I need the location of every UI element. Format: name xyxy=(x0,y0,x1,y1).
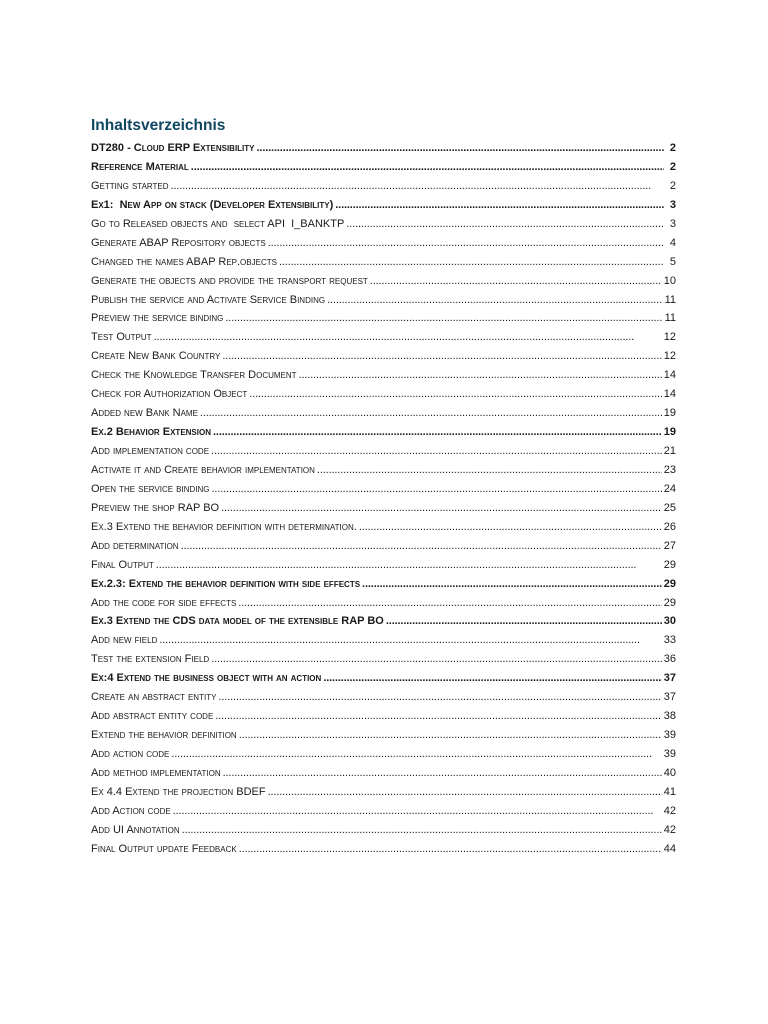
toc-entry-leader xyxy=(238,597,661,609)
toc-entry-leader xyxy=(159,634,661,646)
toc-entry-page-number: 39 xyxy=(663,748,676,760)
toc-entry[interactable] xyxy=(91,824,676,843)
toc-entry[interactable] xyxy=(91,142,676,161)
toc-entry-title: Add Action code xyxy=(91,804,171,817)
toc-entry-page-number: 23 xyxy=(663,463,676,476)
toc-entry-leader xyxy=(279,256,664,268)
toc-entry-page-number: 12 xyxy=(663,331,676,344)
toc-entry-title: Getting started xyxy=(91,179,169,192)
toc-entry-page-number: 19 xyxy=(663,407,676,420)
toc-entry[interactable] xyxy=(91,464,676,483)
toc-entry-title: Check for Authorization Object xyxy=(91,388,248,401)
toc-entry-page-number: 42 xyxy=(663,804,676,817)
toc-entry-page-number: 3 xyxy=(669,198,676,211)
toc-entry-title: Ex1: New App on stack (Developer Extensibility) xyxy=(91,198,334,211)
toc-entry[interactable] xyxy=(91,634,676,653)
toc-entry-title: Extend the behavior definition xyxy=(91,729,237,742)
toc-entry[interactable] xyxy=(91,407,676,426)
toc-entry-leader xyxy=(156,559,662,571)
toc-entry[interactable] xyxy=(91,369,676,388)
toc-entry-title: Ex:4 Extend the business object with an action xyxy=(91,672,322,685)
toc-entry-page-number: 2 xyxy=(669,179,676,192)
toc-entry-leader xyxy=(211,653,662,665)
toc-entry[interactable] xyxy=(91,161,676,180)
toc-entry-leader xyxy=(182,824,662,836)
toc-entry-title: Added new Bank Name xyxy=(91,407,198,420)
toc-entry-title: Test Output xyxy=(91,331,152,344)
toc-entry-title: Generate the objects and provide the transport request xyxy=(91,274,368,287)
toc-entry[interactable] xyxy=(91,559,676,578)
toc-entry[interactable] xyxy=(91,180,676,199)
toc-entry[interactable] xyxy=(91,199,676,218)
toc-entry-page-number: 39 xyxy=(663,729,676,742)
toc-entry-leader xyxy=(386,615,662,627)
toc-entry[interactable] xyxy=(91,483,676,502)
toc-entry-leader xyxy=(181,540,662,552)
toc-entry-title: Ex.2.3: Extend the behavior definition with side effects xyxy=(91,577,361,590)
toc-entry-title: Ex.2 Behavior Extension xyxy=(91,426,211,439)
toc-entry-page-number: 5 xyxy=(669,255,676,268)
toc-entry[interactable] xyxy=(91,805,676,824)
toc-entry-page-number: 41 xyxy=(663,785,676,798)
toc-entry-title: Preview the service binding xyxy=(91,312,224,325)
toc-entry-page-number: 38 xyxy=(663,710,676,723)
toc-entry-page-number: 2 xyxy=(669,142,676,154)
toc-entry-page-number: 26 xyxy=(663,520,676,533)
toc-entry-page-number: 24 xyxy=(663,482,676,495)
toc-entry[interactable] xyxy=(91,843,676,862)
toc-entry-leader xyxy=(257,142,665,154)
toc-entry-leader xyxy=(335,199,664,211)
toc-entry-page-number: 36 xyxy=(663,653,676,666)
toc-entry-leader xyxy=(362,578,662,590)
toc-entry-title: Changed the names ABAP Rep.objects xyxy=(91,255,277,268)
toc-entry[interactable] xyxy=(91,237,676,256)
toc-entry-leader xyxy=(346,218,664,230)
toc-entry-page-number: 2 xyxy=(669,160,676,173)
toc-entry-leader xyxy=(191,161,664,173)
toc-entry-leader xyxy=(212,483,662,495)
toc-entry[interactable] xyxy=(91,748,676,767)
toc-entry-title: Preview the shop RAP BO xyxy=(91,501,220,514)
toc-entry-leader xyxy=(317,464,662,476)
toc-entry-title: Ex.3 Extend the behavior definition with determination. xyxy=(91,520,357,533)
toc-entry-title: Go to Released objects and select API I_BANKTP xyxy=(91,217,345,230)
toc-entry-page-number: 3 xyxy=(669,217,676,230)
toc-entry-title: Final Output xyxy=(91,558,154,571)
toc-entry-page-number: 44 xyxy=(663,842,676,855)
toc-entry-title: Open the service binding xyxy=(91,482,210,495)
toc-entry-title: Final Output update Feedback xyxy=(91,842,237,855)
toc-entry-page-number: 14 xyxy=(663,388,676,401)
toc-entry-page-number: 19 xyxy=(663,426,676,439)
toc-entry-leader xyxy=(173,805,662,817)
toc-entry[interactable] xyxy=(91,578,676,597)
toc-entry-page-number: 33 xyxy=(663,634,676,647)
toc-entry-title: Ex.3 Extend the CDS data model of the extensible RAP BO xyxy=(91,615,384,628)
toc-entry[interactable] xyxy=(91,615,676,634)
toc-entry[interactable] xyxy=(91,786,676,805)
toc-entry-leader xyxy=(215,710,661,722)
toc-entry[interactable] xyxy=(91,502,676,521)
toc-page xyxy=(91,116,676,862)
toc-entry-leader xyxy=(200,407,662,419)
toc-entry[interactable] xyxy=(91,350,676,369)
toc-entry-title: Add implementation code xyxy=(91,445,210,457)
toc-entry-page-number: 27 xyxy=(663,539,676,552)
toc-entry-page-number: 4 xyxy=(669,236,676,249)
toc-entry-leader xyxy=(327,294,663,306)
toc-entry-title: Create an abstract entity xyxy=(91,691,217,704)
toc-entry-title: Reference Material xyxy=(91,160,189,173)
toc-entry[interactable] xyxy=(91,691,676,710)
toc-entry[interactable] xyxy=(91,597,676,616)
toc-entry-leader xyxy=(268,237,664,249)
toc-entry-title: Add determination xyxy=(91,539,179,552)
toc-entry-page-number: 29 xyxy=(663,558,676,571)
toc-entry-title: Add the code for side effects xyxy=(91,596,237,609)
toc-entry[interactable] xyxy=(91,388,676,407)
toc-entry-page-number: 21 xyxy=(663,445,676,457)
toc-entry-leader xyxy=(221,502,662,514)
toc-entry-leader xyxy=(222,350,661,362)
toc-entry-title: Add UI Annotation xyxy=(91,823,180,836)
toc-entry-title: DT280 - Cloud ERP Extensibility xyxy=(91,142,255,154)
toc-entry-leader xyxy=(249,388,662,400)
toc-entry-title: Add abstract entity code xyxy=(91,710,214,723)
toc-entry-title: Create New Bank Country xyxy=(91,350,221,363)
toc-entry-title: Add new field xyxy=(91,634,158,647)
toc-entry-leader xyxy=(223,767,662,779)
toc-entry[interactable] xyxy=(91,275,676,294)
toc-entry-page-number: 30 xyxy=(663,615,676,628)
toc-entry[interactable] xyxy=(91,331,676,350)
toc-entry-page-number: 37 xyxy=(663,691,676,704)
toc-entry-leader xyxy=(299,369,662,381)
toc-entry-page-number: 11 xyxy=(664,312,676,325)
toc-entry-leader xyxy=(359,521,662,533)
toc-entry-leader xyxy=(154,331,662,343)
toc-entry[interactable] xyxy=(91,256,676,275)
toc-entry-page-number: 14 xyxy=(663,369,676,382)
toc-entry-leader xyxy=(268,786,662,798)
toc-entry-page-number: 25 xyxy=(663,501,676,514)
toc-entry-leader xyxy=(213,426,662,438)
toc-entry-page-number: 37 xyxy=(663,672,676,685)
toc-entry[interactable] xyxy=(91,426,676,445)
toc-list xyxy=(91,142,676,862)
toc-entry-leader xyxy=(225,312,662,324)
toc-entry-leader xyxy=(370,275,662,287)
toc-entry[interactable] xyxy=(91,729,676,748)
toc-entry-leader xyxy=(239,729,662,741)
toc-entry-page-number: 11 xyxy=(664,293,676,306)
toc-entry-page-number: 29 xyxy=(663,577,676,590)
toc-entry-title: Add action code xyxy=(91,748,170,760)
toc-entry-page-number: 42 xyxy=(663,823,676,836)
toc-entry-page-number: 40 xyxy=(663,766,676,779)
toc-entry[interactable] xyxy=(91,672,676,691)
toc-entry-title: Activate it and Create behavior implementation xyxy=(91,463,315,476)
toc-entry-leader xyxy=(171,180,664,192)
toc-entry[interactable] xyxy=(91,312,676,331)
toc-entry[interactable] xyxy=(91,521,676,540)
toc-entry-leader xyxy=(218,691,661,703)
toc-entry-title: Add method implementation xyxy=(91,766,221,779)
toc-entry-page-number: 29 xyxy=(663,596,676,609)
toc-heading: Inhaltsverzeichnis xyxy=(91,117,226,134)
toc-entry[interactable] xyxy=(91,653,676,672)
toc-entry-title: Publish the service and Activate Service Binding xyxy=(91,293,326,306)
toc-entry[interactable] xyxy=(91,294,676,313)
toc-entry-leader xyxy=(239,843,662,855)
toc-entry-title: Generate ABAP Repository objects xyxy=(91,236,266,249)
toc-entry-leader xyxy=(171,748,661,760)
toc-entry[interactable] xyxy=(91,767,676,786)
toc-entry[interactable] xyxy=(91,445,676,464)
toc-entry[interactable] xyxy=(91,218,676,237)
toc-entry-title: Check the Knowledge Transfer Document xyxy=(91,369,297,382)
toc-entry-page-number: 10 xyxy=(663,274,676,287)
toc-entry-leader xyxy=(211,445,662,457)
toc-entry[interactable] xyxy=(91,540,676,559)
toc-entry-title: Test the extension Field xyxy=(91,653,210,666)
toc-entry-title: Ex 4.4 Extend the projection BDEF xyxy=(91,785,266,798)
toc-entry[interactable] xyxy=(91,710,676,729)
toc-entry-page-number: 12 xyxy=(663,350,676,363)
toc-entry-leader xyxy=(323,672,661,684)
